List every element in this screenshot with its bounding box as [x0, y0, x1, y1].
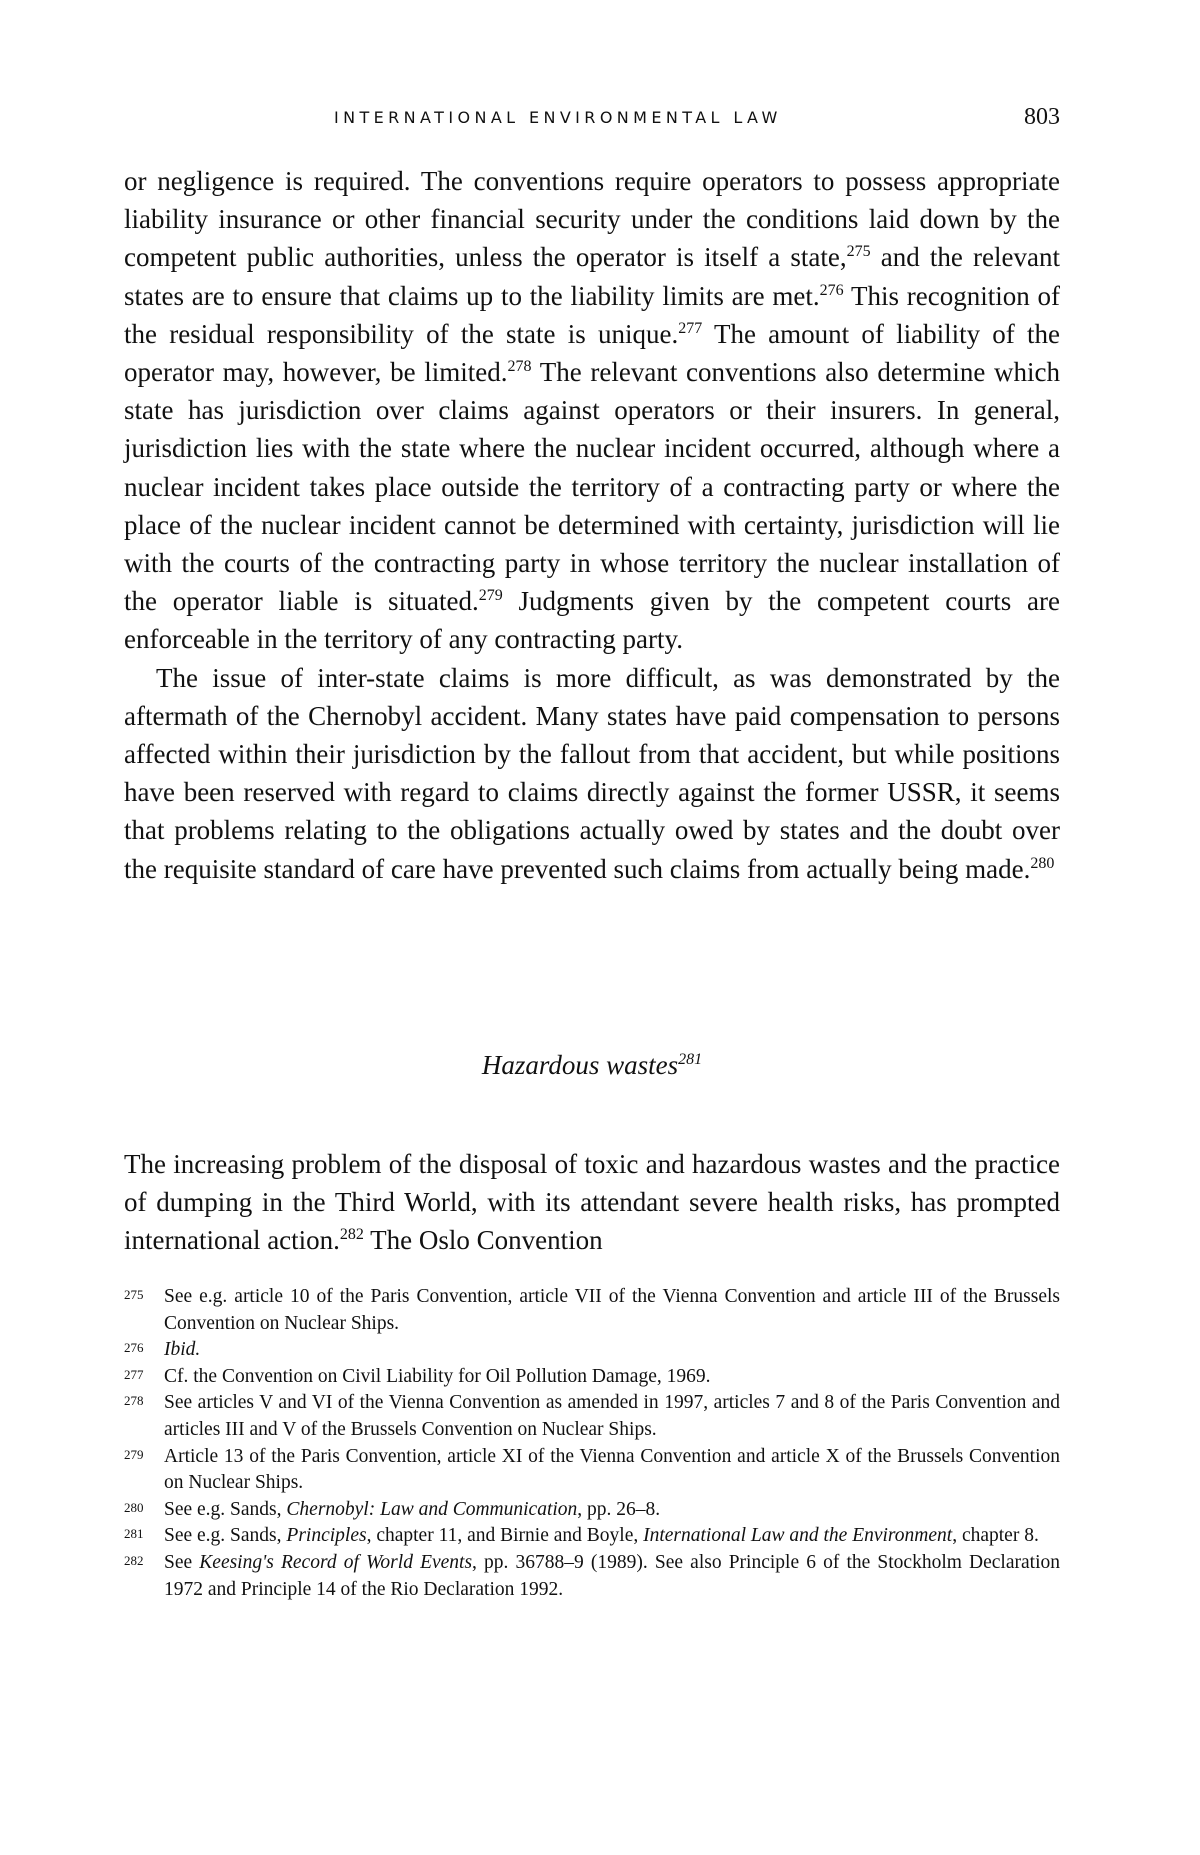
- footnote-text: , chapter 11, and Birnie and Boyle,: [366, 1525, 644, 1547]
- footnote-text: See e.g. Sands,: [164, 1498, 287, 1520]
- footnote-number: 279: [124, 1446, 144, 1462]
- footnotes: [124, 1284, 1060, 1603]
- footnote-title: Chernobyl: Law and Communication: [286, 1498, 578, 1520]
- footnote-number: 277: [124, 1366, 144, 1382]
- footnote-text: See articles V and VI of the Vienna Convention as amended in 1997, articles 7 and 8 of the Paris Convention and articles III and V of the Brussels Convention on Nuclear Ships.: [164, 1392, 1060, 1440]
- footnote-ref-279[interactable]: 279: [478, 587, 503, 605]
- footnote-number: 280: [124, 1499, 144, 1515]
- running-title: INTERNATIONAL ENVIRONMENTAL LAW: [334, 108, 782, 127]
- footnote-text: Article 13 of the Paris Convention, article XI of the Vienna Convention and article X of the Brussels Convention on Nuclear Ships.: [164, 1445, 1060, 1494]
- footnote-number: 281: [124, 1526, 144, 1542]
- footnote-275: [124, 1284, 1060, 1337]
- text-run: The relevant conventions also determine which state has jurisdiction over claims against operators or their insurers. In general, jurisdiction lies with the state where the nuclear incident occurred, although where a nuclear incident takes place outside the territory of a contracting party or where the place of the nuclear incident cannot be determined with certainty, jurisdiction will lie with the courts of the contracting party in whose territory the nuclear installation of the operator liable is situated.: [124, 357, 1060, 617]
- footnote-number: 276: [124, 1340, 144, 1356]
- footnote-text: See: [164, 1551, 200, 1573]
- footnote-ref-275[interactable]: 275: [846, 243, 871, 261]
- text-run: The amount of liability of the operator may, however, be limited.: [124, 318, 1060, 388]
- footnote-text: , chapter 8.: [952, 1525, 1039, 1547]
- footnote-text: Cf. the Convention on Civil Liability for Oil Pollution Damage, 1969.: [164, 1365, 711, 1387]
- footnote-ref-282[interactable]: 282: [339, 1226, 364, 1244]
- footnote-ref-278[interactable]: 278: [507, 358, 532, 376]
- section-heading-text: Hazardous wastes: [481, 1050, 679, 1080]
- section-heading: [124, 1050, 1060, 1081]
- footnote-title: Principles: [286, 1525, 367, 1547]
- footnote-number: 275: [124, 1287, 144, 1302]
- footnote-text: , pp. 36788–9 (1989). See also Principle 6 of the Stockholm Declaration 1972 and Principle 14 of the Rio Declaration 1992.: [164, 1551, 1060, 1600]
- text-run: The increasing problem of the disposal of toxic and hazardous wastes and the practice of dumping in the Third World, with its attendant severe health risks, has prompted international action.: [124, 1149, 1060, 1256]
- paragraph-inter-state-claims: [124, 659, 1060, 888]
- text-run: and the relevant states are to ensure that claims up to the liability limits are met.: [124, 242, 1060, 311]
- page-number: 803: [1024, 104, 1060, 130]
- text-run: The Oslo Convention: [363, 1225, 603, 1256]
- text-run: Judgments given by the competent courts are enforceable in the territory of any contracting party.: [124, 586, 1060, 655]
- footnote-title: Keesing's Record of World Events: [199, 1551, 473, 1573]
- footnote-277: [124, 1364, 1060, 1391]
- paragraph-nuclear-liability: [124, 162, 1060, 659]
- running-head: [124, 104, 1060, 138]
- text-run: The issue of inter-state claims is more difficult, as was demonstrated by the aftermath of the Chernobyl accident. Many states have paid compensation to persons affected within their jurisdiction by the fallout from that accident, but while positions have been reserved with regard to claims directly against the former USSR, it seems that problems relating to the obligations actually owed by states and the doubt over the requisite standard of care have prevented such claims from actually being made.: [124, 662, 1060, 884]
- footnote-ref-276[interactable]: 276: [819, 281, 844, 299]
- footnote-281: [124, 1523, 1060, 1550]
- main-text: [124, 162, 1060, 888]
- footnote-276: [124, 1337, 1060, 1364]
- paragraph-hazardous-wastes: [124, 1145, 1060, 1260]
- footnote-ref-277[interactable]: 277: [678, 319, 703, 337]
- main-text-continued: [124, 1118, 1060, 1287]
- footnote-ref-281[interactable]: 281: [678, 1051, 703, 1068]
- footnote-ref-280[interactable]: 280: [1030, 854, 1055, 872]
- footnote-282: [124, 1550, 1060, 1603]
- footnote-text: , pp. 26–8.: [577, 1498, 661, 1520]
- text-run: or negligence is required. The conventions require operators to possess appropriate liability insurance or other financial security under the conditions laid down by the competent public authorities, unless the operator is itself a state,: [124, 166, 1060, 273]
- footnote-280: [124, 1497, 1060, 1524]
- footnote-278: [124, 1390, 1060, 1443]
- footnote-title: International Law and the Environment: [643, 1525, 953, 1547]
- footnote-number: 278: [124, 1393, 144, 1409]
- text-run: This recognition of the residual responsibility of the state is unique.: [124, 280, 1060, 349]
- footnote-number: 282: [124, 1552, 144, 1568]
- footnote-279: [124, 1444, 1060, 1497]
- footnote-text: See e.g. Sands,: [164, 1525, 287, 1547]
- footnote-text: Ibid.: [164, 1339, 201, 1361]
- footnote-text: See e.g. article 10 of the Paris Convention, article VII of the Vienna Convention and article III of the Brussels Convention on Nuclear Ships.: [164, 1286, 1060, 1334]
